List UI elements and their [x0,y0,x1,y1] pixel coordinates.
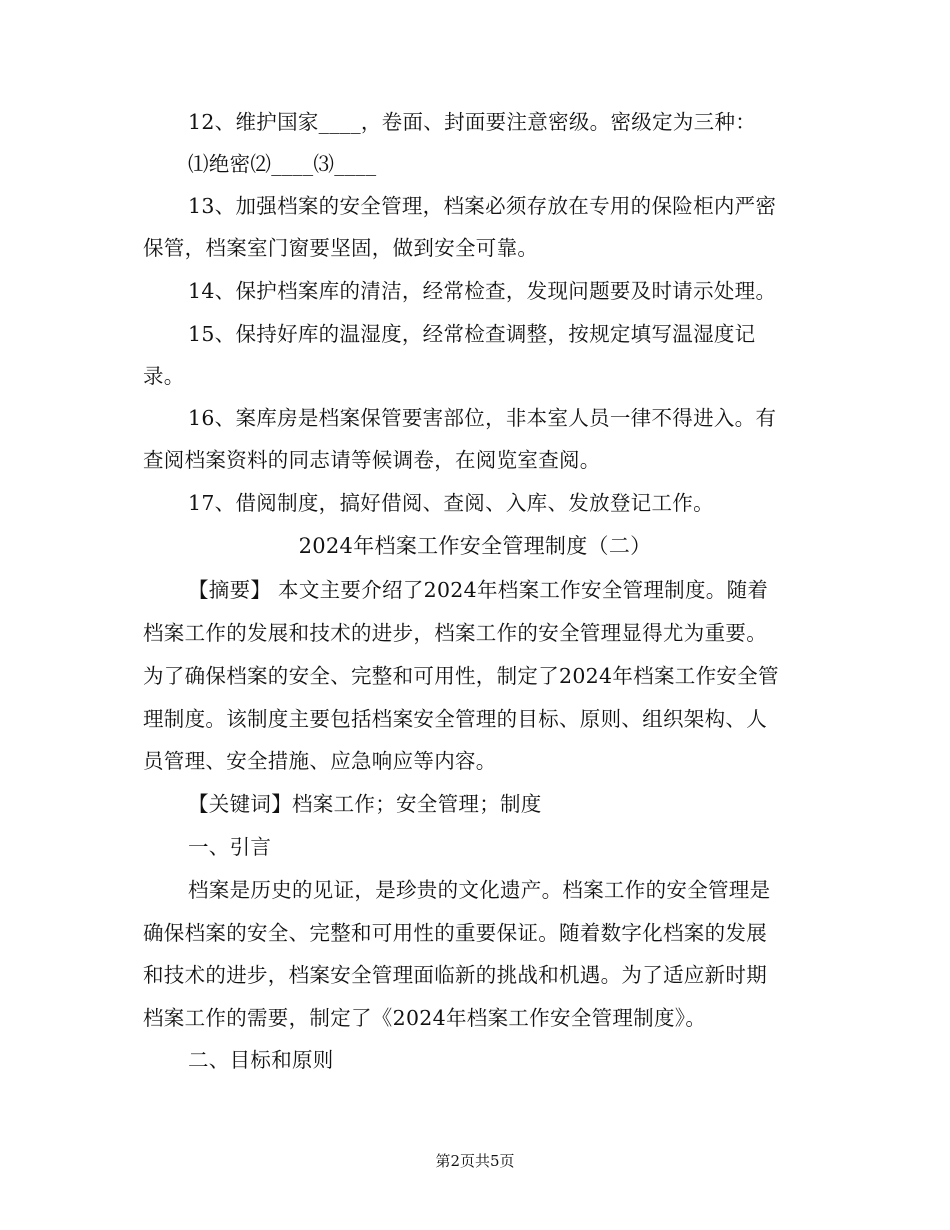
intro-line: 和技术的进步，档案安全管理面临新的挑战和机遇。为了适应新时期 [143,963,767,987]
heading-goals-principles: 二、目标和原则 [188,1048,334,1072]
section-title: 2024年档案工作安全管理制度（二） [298,534,652,558]
intro-line: 确保档案的安全、完整和可用性的重要保证。随着数字化档案的发展 [143,921,767,945]
abstract-line: 为了确保档案的安全、完整和可用性，制定了2024年档案工作安全管 [143,664,779,688]
paragraph-line: 14、保护档案库的清洁，经常检查，发现问题要及时请示处理。 [188,279,777,303]
abstract-line: 员管理、安全措施、应急响应等内容。 [143,749,497,773]
paragraph-line: 录。 [143,364,185,388]
paragraph-line: 查阅档案资料的同志请等候调卷，在阅览室查阅。 [143,448,601,472]
paragraph-line: 13、加强档案的安全管理，档案必须存放在专用的保险柜内严密 [188,194,777,218]
heading-introduction: 一、引言 [188,835,272,859]
abstract-line: 档案工作的发展和技术的进步，档案工作的安全管理显得尤为重要。 [143,621,767,645]
paragraph-line: ⑴绝密⑵____⑶____ [188,152,377,176]
paragraph-line: 17、借阅制度，搞好借阅、查阅、入库、发放登记工作。 [188,491,714,515]
paragraph-line: 保管，档案室门窗要坚固，做到安全可靠。 [143,236,539,260]
intro-line: 档案是历史的见证，是珍贵的文化遗产。档案工作的安全管理是 [188,878,771,902]
keywords-line: 【关键词】档案工作；安全管理；制度 [188,792,542,816]
paragraph-line: 16、案库房是档案保管要害部位，非本室人员一律不得进入。有 [188,406,777,430]
page-number-footer: 第2页共5页 [435,1152,515,1170]
abstract-line: 【摘要】 本文主要介绍了2024年档案工作安全管理制度。随着 [188,578,769,602]
paragraph-line: 15、保持好库的温湿度，经常检查调整，按规定填写温湿度记 [188,322,756,346]
paragraph-line: 12、维护国家____，卷面、封面要注意密级。密级定为三种： [188,110,757,134]
abstract-line: 理制度。该制度主要包括档案安全管理的目标、原则、组织架构、人 [143,707,767,731]
intro-line: 档案工作的需要，制定了《2024年档案工作安全管理制度》。 [143,1006,707,1030]
